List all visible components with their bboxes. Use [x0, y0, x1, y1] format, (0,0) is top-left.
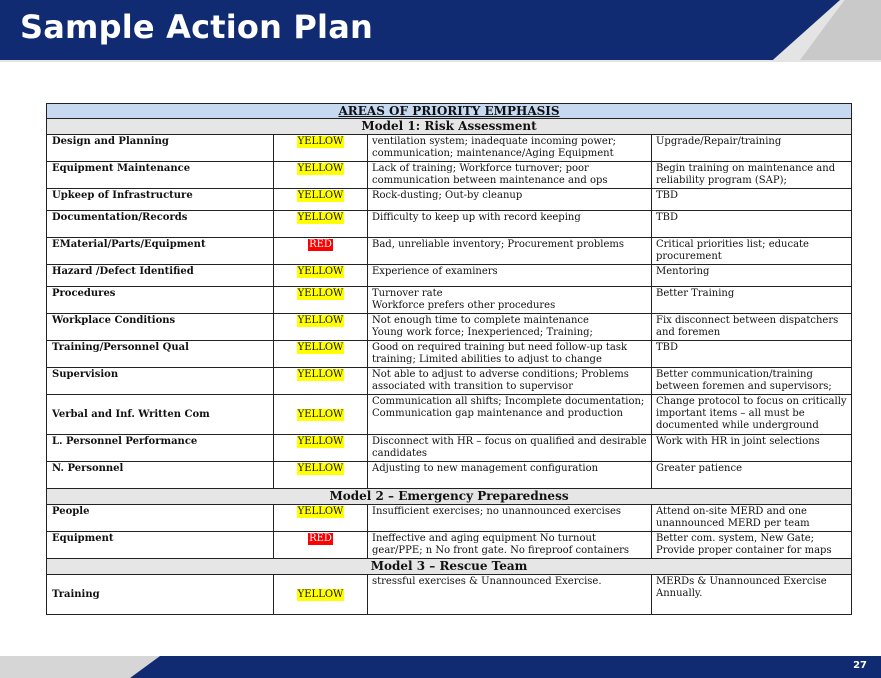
action-cell: Work with HR in joint selections [652, 435, 852, 462]
status-badge: RED [309, 533, 332, 544]
status-cell [274, 287, 368, 314]
table-row [47, 505, 852, 532]
model-title: Model 2 – Emergency Preparedness [47, 489, 852, 505]
area-cell: Training [47, 575, 274, 615]
action-plan-table [46, 103, 852, 615]
action-cell: Attend on-site MERD and one unannounced MERD per team [652, 505, 852, 532]
area-cell: Upkeep of Infrastructure [47, 189, 274, 211]
table-row [47, 435, 852, 462]
model-title: Model 1: Risk Assessment [47, 119, 852, 135]
status-cell [274, 575, 368, 615]
status-cell [274, 314, 368, 341]
table-row [47, 395, 852, 435]
status-badge: RED [309, 239, 332, 250]
status-badge: YELLOW [297, 190, 344, 201]
action-cell: Upgrade/Repair/training [652, 135, 852, 162]
issue-cell: Good on required training but need follow-up task training; Limited abilities to adjust to change [368, 341, 652, 368]
area-cell: Training/Personnel Qual [47, 341, 274, 368]
table-row [47, 575, 852, 615]
issue-cell: Not able to adjust to adverse conditions; Problems associated with transition to supervisor [368, 368, 652, 395]
model-header-row [47, 559, 852, 575]
table-row [47, 462, 852, 489]
status-badge: YELLOW [297, 463, 344, 474]
status-cell [274, 162, 368, 189]
page-number: 27 [853, 660, 867, 671]
status-badge: YELLOW [297, 136, 344, 147]
status-cell [274, 462, 368, 489]
page-title: Sample Action Plan [20, 8, 374, 46]
status-badge: YELLOW [297, 506, 344, 517]
area-cell: EMaterial/Parts/Equipment [47, 238, 274, 265]
action-cell: TBD [652, 341, 852, 368]
issue-cell: Lack of training; Workforce turnover; poor communication between maintenance and ops [368, 162, 652, 189]
action-cell: Begin training on maintenance and reliability program (SAP); [652, 162, 852, 189]
area-cell: Documentation/Records [47, 211, 274, 238]
status-badge: YELLOW [297, 315, 344, 326]
areas-header [47, 104, 852, 119]
issue-cell: Difficulty to keep up with record keeping [368, 211, 652, 238]
footer-bar [130, 656, 881, 678]
action-cell: Better communication/training between foremen and supervisors; [652, 368, 852, 395]
main-header-row [47, 104, 852, 119]
area-cell: Workplace Conditions [47, 314, 274, 341]
status-cell [274, 505, 368, 532]
area-cell: Equipment Maintenance [47, 162, 274, 189]
action-cell: Critical priorities list; educate procurement [652, 238, 852, 265]
area-cell: Hazard /Defect Identified [47, 265, 274, 287]
status-cell [274, 211, 368, 238]
model-header-row [47, 119, 852, 135]
issue-cell: Experience of examiners [368, 265, 652, 287]
action-cell: Mentoring [652, 265, 852, 287]
issue-cell: ventilation system; inadequate incoming power; communication; maintenance/Aging Equipment [368, 135, 652, 162]
status-badge: YELLOW [297, 436, 344, 447]
action-cell: Greater patience [652, 462, 852, 489]
area-cell: N. Personnel [47, 462, 274, 489]
action-cell: TBD [652, 211, 852, 238]
table-row [47, 162, 852, 189]
status-badge: YELLOW [297, 589, 344, 600]
area-cell: Procedures [47, 287, 274, 314]
status-cell [274, 189, 368, 211]
areas-header-label: AREAS OF PRIORITY EMPHASIS [338, 104, 560, 118]
issue-cell: Insufficient exercises; no unannounced exercises [368, 505, 652, 532]
table-row [47, 265, 852, 287]
model-title: Model 3 – Rescue Team [47, 559, 852, 575]
issue-cell: Communication all shifts; Incomplete documentation; Communication gap maintenance and production [368, 395, 652, 435]
table-row [47, 314, 852, 341]
status-cell [274, 341, 368, 368]
issue-cell: Bad, unreliable inventory; Procurement problems [368, 238, 652, 265]
status-cell [274, 532, 368, 559]
issue-cell: Ineffective and aging equipment No turnout gear/PPE; n No front gate. No fireproof containers [368, 532, 652, 559]
status-cell [274, 368, 368, 395]
action-cell: Better Training [652, 287, 852, 314]
status-badge: YELLOW [297, 288, 344, 299]
area-cell: Verbal and Inf. Written Com [47, 395, 274, 435]
table-row [47, 135, 852, 162]
table-row [47, 368, 852, 395]
issue-cell: Rock-dusting; Out-by cleanup [368, 189, 652, 211]
status-badge: YELLOW [297, 342, 344, 353]
area-cell: Equipment [47, 532, 274, 559]
status-cell [274, 265, 368, 287]
status-badge: YELLOW [297, 212, 344, 223]
issue-cell: Not enough time to complete maintenance Young work force; Inexperienced; Training; [368, 314, 652, 341]
status-cell [274, 395, 368, 435]
status-cell [274, 435, 368, 462]
area-cell: Design and Planning [47, 135, 274, 162]
area-cell: People [47, 505, 274, 532]
status-badge: YELLOW [297, 369, 344, 380]
action-cell: Change protocol to focus on critically important items – all must be documented while underground [652, 395, 852, 435]
status-badge: YELLOW [297, 266, 344, 277]
model-header-row [47, 489, 852, 505]
status-cell [274, 238, 368, 265]
status-badge: YELLOW [297, 409, 344, 420]
table-row [47, 189, 852, 211]
issue-cell: Disconnect with HR – focus on qualified and desirable candidates [368, 435, 652, 462]
table-row [47, 287, 852, 314]
status-badge: YELLOW [297, 163, 344, 174]
issue-cell: stressful exercises & Unannounced Exercise. [368, 575, 652, 615]
table-row [47, 532, 852, 559]
area-cell: L. Personnel Performance [47, 435, 274, 462]
action-cell: Fix disconnect between dispatchers and foremen [652, 314, 852, 341]
action-cell: MERDs & Unannounced Exercise Annually. [652, 575, 852, 615]
issue-cell: Adjusting to new management configuration [368, 462, 652, 489]
table-row [47, 238, 852, 265]
action-cell: Better com. system, New Gate; Provide proper container for maps [652, 532, 852, 559]
status-cell [274, 135, 368, 162]
area-cell: Supervision [47, 368, 274, 395]
table-row [47, 341, 852, 368]
issue-cell: Turnover rate Workforce prefers other procedures [368, 287, 652, 314]
action-cell: TBD [652, 189, 852, 211]
table-row [47, 211, 852, 238]
